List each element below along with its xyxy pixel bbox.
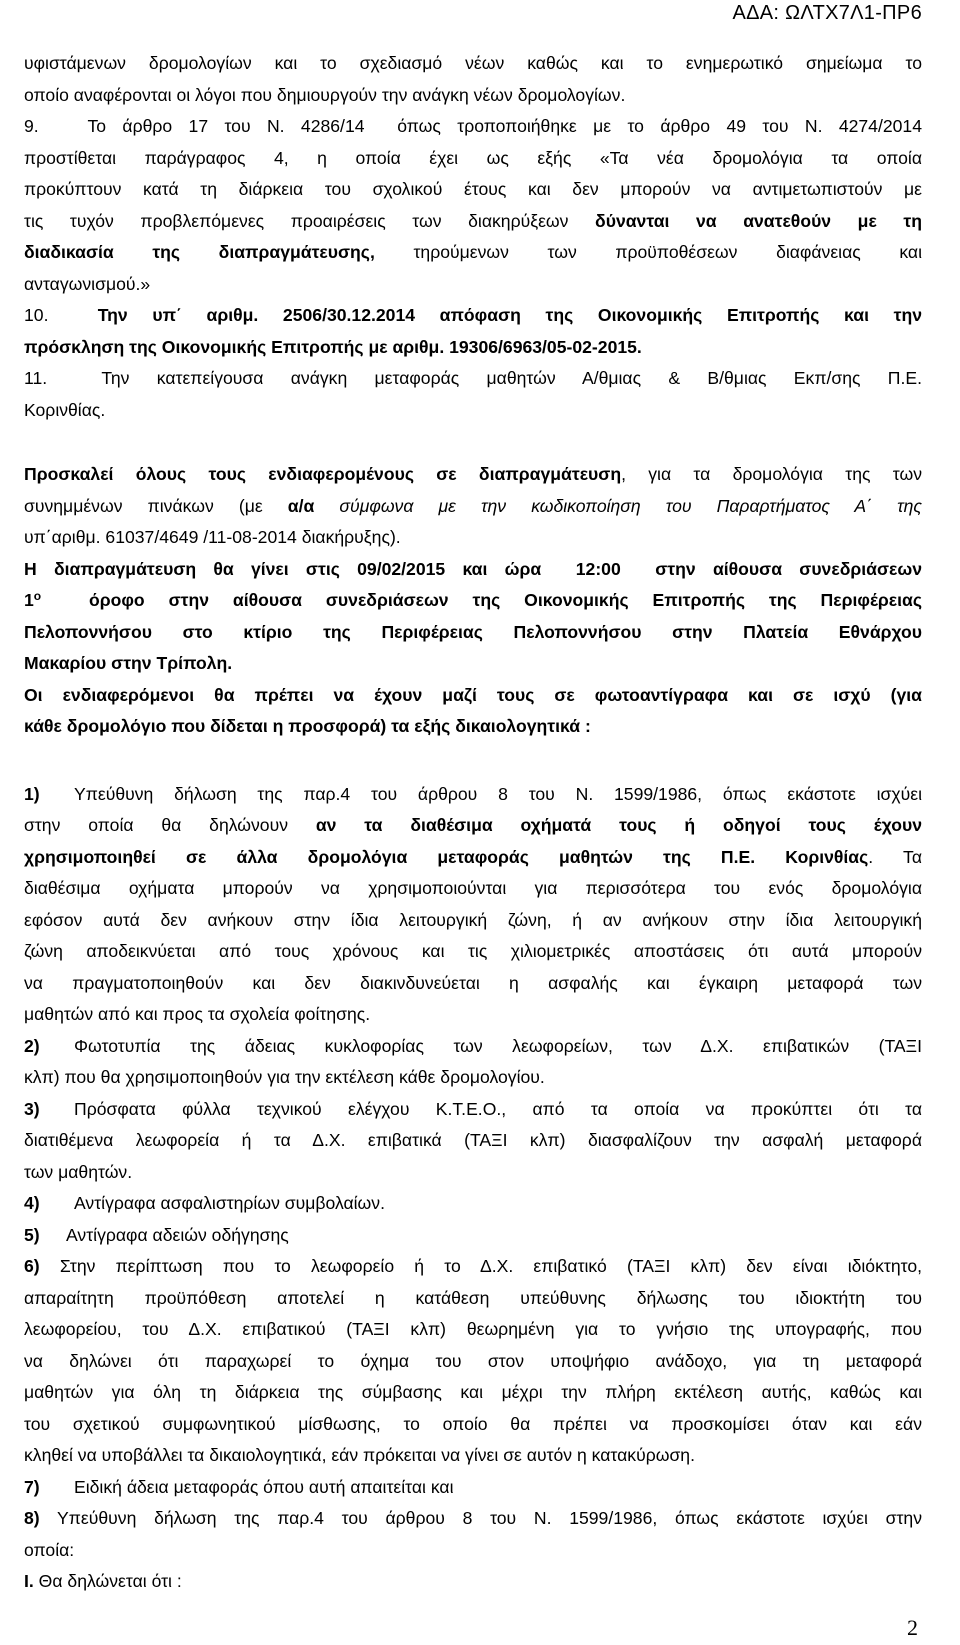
text-line: ανταγωνισμού.» [24,273,151,294]
item-number: 8) [24,1508,40,1528]
text-line: να πραγματοποιηθούν και δεν διακινδυνεύεται η ασφαλής και έγκαιρη μεταφορά των [24,972,922,993]
text-line: υπ΄αριθμ. 61037/4649 /11-08-2014 διακήρυξης). [24,527,401,547]
bold-text: Μακαρίου στην Τρίπολη. [24,653,233,673]
bold-text: χρησιμοποιηθεί σε άλλα δρομολόγια μεταφοράς μαθητών της Π.Ε. Κορινθίας [24,846,869,867]
text-span: τις τυχόν προβλεπόμενες προαιρέσεις των διακηρύξεων [24,210,596,231]
bold-text: διαδικασία της διαπραγμάτευσης, [24,242,375,262]
text-line: μαθητών από και προς τα σχολεία φοίτησης. [24,1004,371,1024]
text-line: οποίο αναφέρονται οι λόγοι που δημιουργούν την ανάγκη νέων δρομολογίων. [24,84,626,105]
item-number: 3) [24,1098,40,1119]
item-number: 6) [24,1256,40,1276]
item-number: 2) [24,1035,40,1056]
text-line [24,491,922,523]
text-line: προστίθεται παράγραφος 4, η οποία έχει ως εξής «Τα νέα δρομολόγια τα οποία [24,147,922,168]
text-span: Θα δηλώνεται ότι : [33,1571,182,1591]
text-line: εφόσον αυτά δεν ανήκουν στην ίδια λειτουργική ζώνη, ή αν ανήκουν στην ίδια λειτουργική [24,909,922,930]
bold-text: Πελοποννήσου στο κτίριο της Περιφέρειας Πελοποννήσου στην Πλατεία Εθνάρχου [24,621,922,642]
text-line: διατιθέμενα λεωφορεία ή τα Δ.Χ. επιβατικά (ΤΑΞΙ κλπ) διασφαλίζουν την ασφαλή μεταφορά [24,1130,922,1150]
bold-text: Οι ενδιαφερόμενοι θα πρέπει να έχουν μαζί τους σε φωτοαντίγραφα και σε ισχύ (για [24,684,922,705]
text-line [24,842,922,874]
text-span: συνημμένων πινάκων (με [24,495,288,516]
text-line [24,711,922,743]
text-line: προκύπτουν κατά τη διάρκεια του σχολικού έτους και δεν μπορούν να αντιμετωπιστούν με [24,179,922,199]
item-number: 4) [24,1193,40,1213]
item-number: 7) [24,1476,40,1497]
text-line [24,585,922,617]
document-body [24,48,922,1598]
bold-text: Η διαπραγμάτευση θα γίνει στις 09/02/2015 και ώρα 12:00 στην αίθουσα συνεδριάσεων [24,558,922,579]
text-line [24,1472,922,1504]
text-line: κλπ) που θα χρησιμοποιηθούν για την εκτέλεση κάθε δρομολογίου. [24,1067,545,1087]
text-line [24,648,922,680]
text-line: 9. Το άρθρο 17 του Ν. 4286/14 όπως τροποποιήθηκε με το άρθρο 49 του Ν. 4274/2014 [24,116,922,136]
text-line [24,1566,922,1598]
text-span: , για τα δρομολόγια της των [621,464,922,484]
text-line: διαθέσιμα οχήματα μπορούν να χρησιμοποιούνται για περισσότερα του ενός δρομολόγια [24,878,922,898]
text-span: Στην περίπτωση που το λεωφορείο ή το Δ.Χ. επιβατικό (ΤΑΞΙ κλπ) δεν είναι ιδιόκτητο, [39,1256,922,1276]
italic-text: σύμφωνα με την κωδικοποίηση του Παραρτήματος Α΄ της [314,495,922,516]
text-line [24,1220,922,1252]
text-span: Πρόσφατα φύλλα τεχνικού ελέγχου Κ.Τ.Ε.Ο., από τα οποία να προκύπτει ότι τα [74,1098,922,1119]
text-span: . Τα [868,846,922,867]
text-line: Κορινθίας. [24,399,106,420]
bold-text [24,590,922,610]
text-line: ζώνη αποδεικνύεται από τους χρόνους και τις χιλιομετρικές αποστάσεις ότι αυτά μπορούν [24,941,922,961]
text-line: υφιστάμενων δρομολογίων και το σχεδιασμό νέων καθώς και το ενημερωτικό σημείωμα το [24,53,922,73]
text-line [24,237,922,269]
text-line: των μαθητών. [24,1161,133,1182]
text-line [24,810,922,842]
text-line [24,300,922,332]
text-span: Ειδική άδεια μεταφοράς όπου αυτή απαιτείται και [74,1476,454,1497]
text-line [24,1188,922,1220]
spacer [24,426,922,459]
text-line [24,554,922,586]
text-line [24,332,922,364]
ordinal-sup: ο [33,589,42,603]
text-span: Υπεύθυνη δήλωση της παρ.4 του άρθρου 8 του Ν. 1599/1986, όπως εκάστοτε ισχύει στην [39,1508,922,1528]
text-span: όροφο στην αίθουσα συνεδριάσεων της Οικονομικής Επιτροπής της Περιφέρειας [41,590,922,610]
text-line: του σχετικού συμφωνητικού μίσθωσης, το οποίο θα πρέπει να προσκομίσει όταν και εάν [24,1413,922,1434]
text-line [24,206,922,238]
text-line [24,617,922,649]
text-line [24,680,922,712]
text-line: απαραίτητη προϋπόθεση αποτελεί η κατάθεση υπεύθυνης δήλωσης του ιδιοκτήτη του [24,1287,922,1308]
bold-text: πρόσκληση της Οικονομικής Επιτροπής με αριθμ. 19306/6963/05-02-2015. [24,336,642,357]
ada-code: ΑΔΑ: ΩΛΤΧ7Λ1-ΠΡ6 [732,2,922,24]
bold-text: κάθε δρομολόγιο που δίδεται η προσφορά) τα εξής δικαιολογητικά : [24,716,591,736]
item-number: Ι. [24,1571,34,1591]
text-line [24,1094,922,1126]
floor-number: 1 [24,590,34,610]
text-line [24,1251,922,1283]
text-line: μαθητών για όλη τη διάρκεια της σύμβασης και μέχρι την πλήρη εκτέλεση αυτής, καθώς και [24,1382,922,1402]
text-line: οποία: [24,1539,75,1560]
bold-text: αν τα διαθέσιμα οχήματά τους ή οδηγοί τους έχουν [315,815,922,835]
text-line: να δηλώνει ότι παραχωρεί το όχημα του στον υποψήφιο ανάδοχο, για τη μεταφορά [24,1350,922,1371]
text-span: Αντίγραφα ασφαλιστηρίων συμβολαίων. [74,1193,385,1213]
item-number: 1) [24,783,40,804]
text-line: κληθεί να υποβάλλει τα δικαιολογητικά, εάν πρόκειται να γίνει σε αυτόν η κατακύρωση. [24,1445,695,1465]
text-line [24,1503,922,1535]
spacer [24,743,922,779]
text-line [24,779,922,811]
text-span: στην οποία θα δηλώνουν [24,815,316,835]
bold-text: Την υπ΄ αριθμ. 2506/30.12.2014 απόφαση της Οικονομικής Επιτροπής και την [97,305,922,325]
text-line: λεωφορείου, του Δ.Χ. επιβατικού (ΤΑΞΙ κλπ) θεωρημένη για το γνήσιο της υπογραφής, που [24,1319,922,1339]
bold-text: α/α [287,495,315,516]
text-span: τηρούμενων των προϋποθέσεων διαφάνειας και [374,242,922,262]
item-number: 10. [24,305,98,325]
text-line [24,1031,922,1063]
text-line: 11. Την κατεπείγουσα ανάγκη μεταφοράς μαθητών Α/θμιας & Β/θμιας Εκπ/σης Π.Ε. [24,368,922,388]
bold-text: δύνανται να ανατεθούν με τη [595,210,922,231]
text-span: Υπεύθυνη δήλωση της παρ.4 του άρθρου 8 του Ν. 1599/1986, όπως εκάστοτε ισχύει [74,783,922,804]
text-line [24,459,922,491]
bold-text: Προσκαλεί όλους τους ενδιαφερομένους σε διαπραγμάτευση [24,464,622,484]
page-number: 2 [907,1615,918,1640]
text-span: Φωτοτυπία της άδειας κυκλοφορίας των λεωφορείων, των Δ.Χ. επιβατικών (ΤΑΞΙ [74,1035,922,1056]
text-span: Αντίγραφα αδειών οδήγησης [66,1224,289,1245]
item-number: 5) [24,1224,40,1245]
